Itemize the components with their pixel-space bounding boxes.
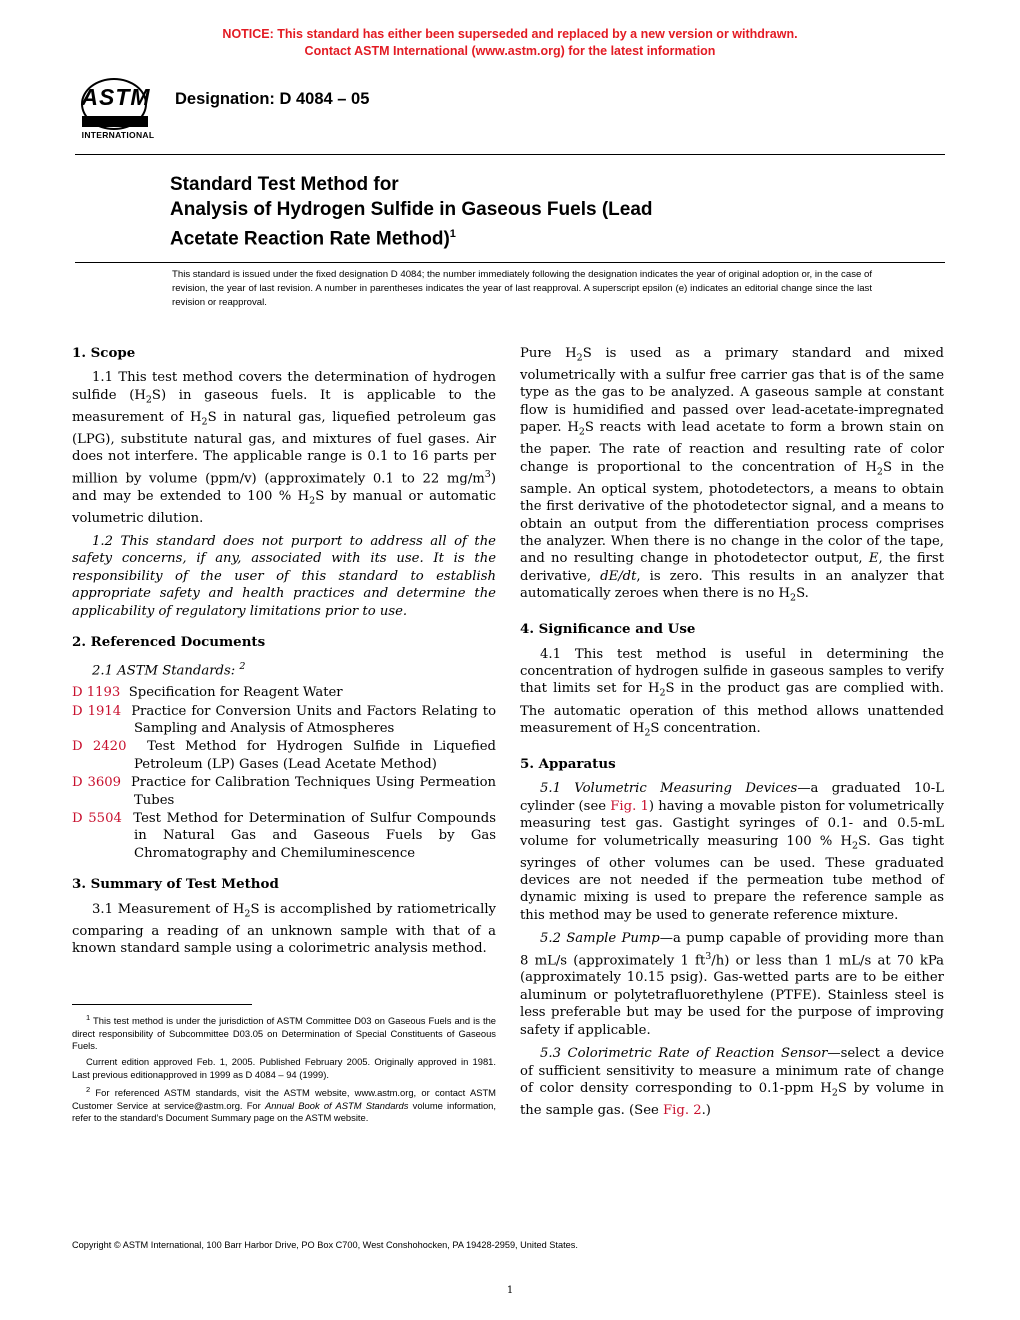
apparatus-term-sensor: 5.3 Colorimetric Rate of Reaction Sensor <box>540 1046 828 1062</box>
list-item[interactable] <box>72 774 496 809</box>
subscript-2: 2 <box>876 466 883 478</box>
standard-number[interactable]: D 1914 <box>72 703 122 719</box>
header-divider-bottom <box>75 262 945 263</box>
title-line-2: Analysis of Hydrogen Sulfide in Gaseous Fuels (Lead <box>170 199 653 220</box>
standard-title: Test Method for Hydrogen Sulfide in Liquefied Petroleum (LP) Gases (Lead Acetate Method) <box>134 739 497 772</box>
subscript-2: 2 <box>831 1087 838 1099</box>
designation-label: Designation: D 4084 – 05 <box>175 90 370 108</box>
title-line-1: Standard Test Method for <box>170 174 399 195</box>
heading-apparatus: 5. Apparatus <box>520 755 616 772</box>
subscript-2: 2 <box>244 908 251 920</box>
standard-number[interactable]: D 1193 <box>72 685 121 701</box>
list-item[interactable] <box>72 810 496 862</box>
paragraph-4-1: 4.1 This test method is useful in determining the concentration of hydrogen sulfide in gaseous samples to verify that limits set for $H_2S$ in the product gas are complied with. The automatic operation of this method allows unattended measurement of $H_2S$ concentration. <box>520 646 944 739</box>
subscript-2: 2 <box>790 592 797 604</box>
symbol-E: E <box>868 551 879 567</box>
paragraph-1-2: 1.2 This standard does not purport to address all of the safety concerns, if any, associated with its use. It is the responsibility of the user of this standard to establish appropriate safety and health practices and determine the applicability of regulatory limitations prior to use. <box>72 533 496 619</box>
figure-1-link[interactable]: Fig. 1 <box>610 798 649 814</box>
standard-title: Practice for Calibration Techniques Using Permeation Tubes <box>130 775 496 808</box>
apparatus-term-sample-pump: 5.2 Sample Pump <box>540 931 660 947</box>
paragraph-5-2: 5.2 Sample Pump—a pump capable of providing more than 8 mL/s (approximately 1 $ft^3/h$) or less than 1 mL/s at 70 kPa (approximately 10.15 psig). Gas-wetted parts are to be either aluminum or polytetrafluorethylene (PTFE). Stainless steel is less preferable but may be used for the purpose of improving safety if applicable. <box>520 931 944 1038</box>
list-item[interactable] <box>72 684 496 701</box>
page-number: 1 <box>506 1285 514 1296</box>
heading-scope: 1. Scope <box>72 345 136 361</box>
column-right <box>520 345 944 1125</box>
subscript-2: 2 <box>145 394 152 406</box>
footnote-1: $^1$ This test method is under the jurisdiction of ASTM Committee D03 on Gaseous Fuels and is the direct responsibility of Subcommittee D03.05 on Determination of Special Constituents of Gaseous Fuels. <box>72 1013 496 1052</box>
footnote-2: $^2$ For referenced ASTM standards, visit the ASTM website, www.astm.org, or contact ASTM Customer Service at service@astm.org. For Annual Book of ASTM Standards volume information, refer to the standard’s Document Summary page on the ASTM website. <box>72 1085 497 1124</box>
logo-bar-shape <box>82 116 148 127</box>
standard-preamble: This standard is issued under the fixed designation D 4084; the number immediately following the designation indicates the year of original adoption or, in the case of revision, the year of last revision. A number in parentheses indicates the year of last reapproval. A superscript epsilon (e) indicates an editorial change since the last revision or reapproval. <box>172 269 872 308</box>
title-footnote-marker: 1 <box>449 228 456 240</box>
standard-title: Specification for Reagent Water <box>128 685 343 701</box>
footnote-1b: Current edition approved Feb. 1, 2005. Published February 2005. Originally approved in 1981. Last previous editionapproved in 1999 as D 4084 – 94 (1999). <box>72 1055 496 1080</box>
standard-number[interactable]: D 3609 <box>72 775 122 791</box>
footnote-divider <box>72 1004 252 1005</box>
paragraph-1-1: 1.1 This test method covers the determination of hydrogen sulfide $(H_2S)$ in gaseous fuels. It is applicable to the measurement of $H_2S$ in natural gas, liquefied petroleum gas (LPG), substitute natural gas, and mixtures of fuel gases. Air does not interfere. The applicable range is 0.1 to 16 parts per million by volume (ppm/v) (approximately 0.1 to 22 $mg/m^3$) and may be extended to 100 % $H_2S$ by manual or automatic volumetric dilution. <box>72 370 496 526</box>
paragraph-5-1: 5.1 Volumetric Measuring Devices—a graduated 10-L cylinder (see Fig. 1) having a movable piston for volumetrically measuring test gas. Gastight syringes of 0.1- and 0.5-mL volume for volumetrically measuring 100 % $H_2S$. Gas tight syringes of other volumes can be used. These graduated devices are not needed if the permeation tube method of dynamic mixing is used to prepare the reference sample as this method may be used to generate reference mixture. <box>520 781 944 923</box>
paragraph-5-3: 5.3 Colorimetric Rate of Reaction Sensor—select a device of sufficient sensitivity to measure a minimum rate of change of color density corresponding to 0.1-ppm $H_2S$ by volume in the sample gas. (See Fig. 2.) <box>520 1046 945 1118</box>
standard-title: Practice for Conversion Units and Factors Relating to Sampling and Analysis of Atmospheres <box>131 703 497 737</box>
subscript-2: 2 <box>578 426 585 438</box>
subscript-2: 2 <box>576 352 583 364</box>
copyright-notice: Copyright © ASTM International, 100 Barr Harbor Drive, PO Box C700, West Conshohocken, PA 19428-2959, United States. <box>72 1240 578 1250</box>
subscript-2: 2 <box>644 727 651 739</box>
standard-title: Test Method for Determination of Sulfur Compounds in Natural Gas and Gaseous Fuels by Gas Chromatography and Chemiluminescence <box>133 811 497 861</box>
subscript-2: 2 <box>309 495 316 507</box>
subscript-2: 2 <box>201 416 208 428</box>
standard-number[interactable]: D 5504 <box>72 811 122 827</box>
heading-significance: 4. Significance and Use <box>520 621 696 638</box>
subscript-2: 2 <box>659 688 666 700</box>
notice-line-1: NOTICE: This standard has either been superseded and replaced by a new version or withdrawn. <box>222 27 798 41</box>
standard-number[interactable]: D 2420 <box>72 739 127 755</box>
paragraph-summary-continued: Pure $H_2S$ is used as a primary standard and mixed volumetrically with a sulfur free carrier gas that is of the same type as the gas to be analyzed. A gaseous sample at constant flow is humidified and passed over lead-acetate-impregnated paper. $H_2S$ reacts with lead acetate to form a brown stain on the paper. The rate of reaction and resulting rate of color change is proportional to the concentration of $H_2S$ in the sample. An optical system, photodetectors, a means to obtain the first derivative of the photodetector signal, and a means to obtain an output from the differentiation process comprises the analyzer. When there is no change in the color of the tape, and no resulting change in photodetector output, E, the first derivative, dE/dt, is zero. This results in an analyzer that automatically zeroes when there is no $H_2S$. <box>520 346 945 604</box>
notice-line-2: Contact ASTM International (www.astm.org) for the latest information <box>304 44 716 58</box>
superscript-3: 3 <box>705 950 712 962</box>
figure-2-link[interactable]: Fig. 2 <box>663 1102 702 1118</box>
list-item[interactable] <box>72 703 496 738</box>
astm-standards-subheading: 2.1 ASTM Standards: $^2$ <box>92 661 246 679</box>
footnotes-block <box>72 1012 496 1128</box>
heading-summary: 3. Summary of Test Method <box>72 876 279 893</box>
paragraph-3-1: 3.1 Measurement of $H_2S$ is accomplished by ratiometrically comparing a reading of an unknown sample with that of a known standard sample using a colorimetric analysis method. <box>72 901 496 957</box>
subscript-2: 2 <box>851 840 858 852</box>
title-line-3: Acetate Reaction Rate Method)$^1$ <box>170 228 456 250</box>
apparatus-term-volumetric: 5.1 Volumetric Measuring Devices <box>540 781 798 797</box>
logo-subtitle: INTERNATIONAL <box>81 130 155 140</box>
superscript-3: 3 <box>484 468 491 480</box>
withdrawal-notice <box>0 26 1020 60</box>
symbol-dEdt: dE/dt <box>600 568 637 584</box>
astm-standards-list <box>72 658 496 862</box>
page-title <box>170 172 870 251</box>
logo-wordmark: ASTM <box>81 84 151 110</box>
list-item[interactable] <box>72 738 496 773</box>
header-divider-top <box>75 154 945 155</box>
astm-logo <box>75 78 165 148</box>
column-left <box>72 345 496 964</box>
heading-referenced-documents: 2. Referenced Documents <box>72 634 266 650</box>
